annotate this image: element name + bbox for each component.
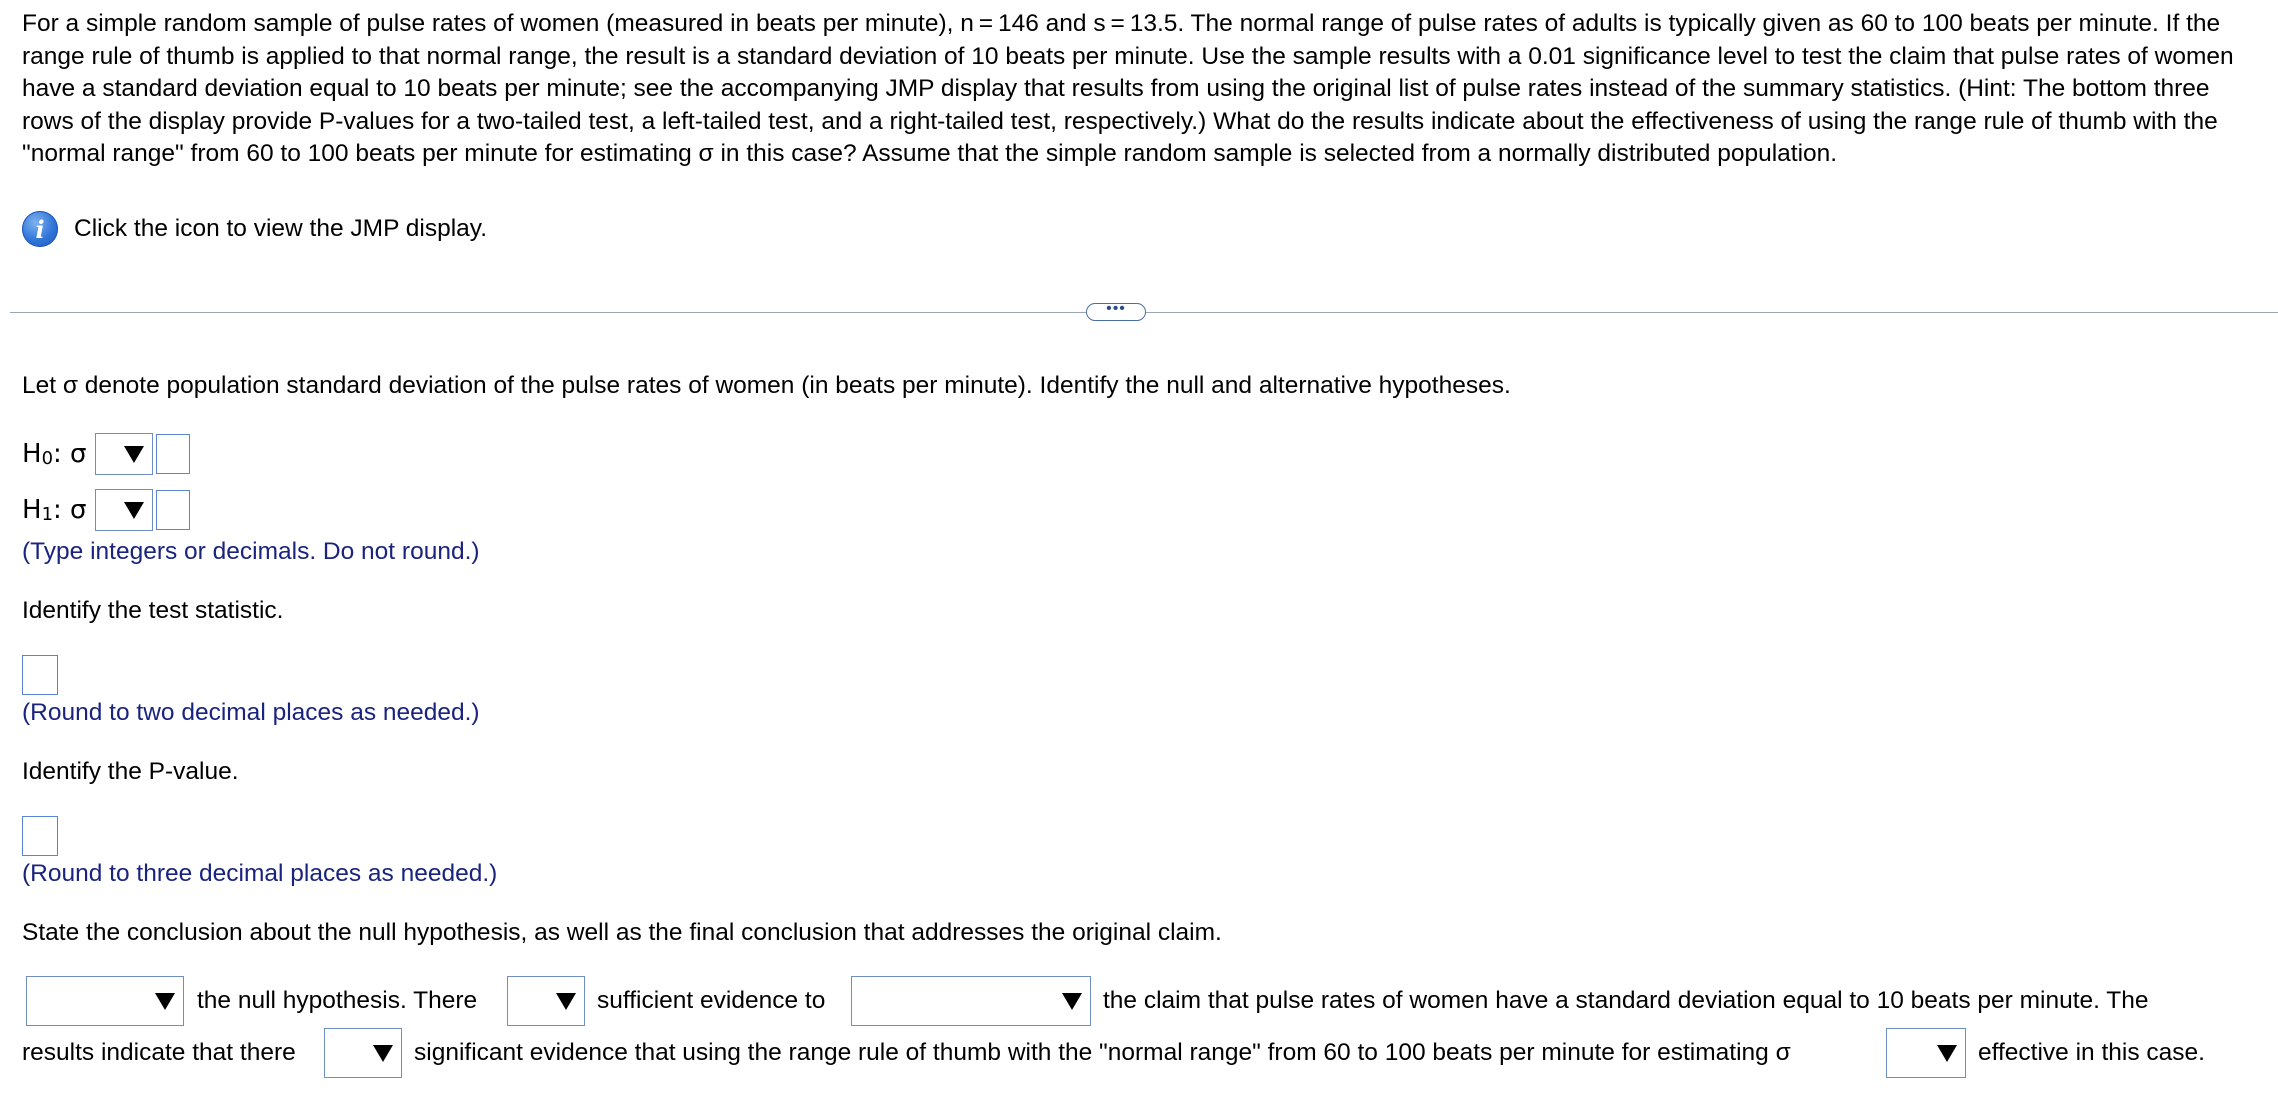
conclusion-text-2: sufficient evidence to — [597, 987, 826, 1014]
chevron-down-icon — [155, 993, 175, 1010]
expand-button[interactable]: ••• — [1086, 303, 1146, 321]
claim-action-select[interactable] — [851, 976, 1091, 1026]
hypotheses-hint: (Type integers or decimals. Do not round.) — [22, 538, 480, 565]
conclusion-text-1: the null hypothesis. There — [197, 987, 478, 1014]
significance-select[interactable] — [324, 1028, 402, 1078]
chevron-down-icon — [1062, 993, 1082, 1010]
conclusion-text-6: effective in this case. — [1978, 1039, 2205, 1066]
problem-statement: For a simple random sample of pulse rates of women (measured in beats per minute), n = 146 and s = 13.5. The normal range of pulse rates of adults is typically given as 60 to 100 beats per minute. If the range rule of thumb is applied to that normal range, the result is a standard deviation of 10 beats per minute. Use the sample results with a 0.01 significance level to test the claim that pulse rates of women have a standard deviation equal to 10 beats per minute; see the accompanying JMP display that results from using the original list of pulse rates instead of the summary statistics. (Hint: The bottom three rows of the display provide P-values for a two-tailed test, a left-tailed test, and a right-tailed test, respectively.) What do the results indicate about the effectiveness of using the range rule of thumb with the "normal range" from 60 to 100 beats per minute for estimating σ in this case? Assume that the simple random sample is selected from a normally distributed population. — [22, 10, 2234, 167]
h1-sigma: : σ — [53, 495, 87, 525]
h0-operator-select[interactable] — [95, 433, 153, 475]
test-statistic-prompt: Identify the test statistic. — [22, 597, 284, 624]
h1-value-input[interactable] — [156, 490, 190, 530]
chevron-down-icon — [124, 446, 144, 463]
effectiveness-select[interactable] — [1886, 1028, 1966, 1078]
evidence-select[interactable] — [507, 976, 585, 1026]
chevron-down-icon — [556, 993, 576, 1010]
h0-sigma: : σ — [53, 439, 87, 469]
reject-decision-select[interactable] — [26, 976, 184, 1026]
p-value-hint: (Round to three decimal places as needed.) — [22, 860, 498, 887]
info-link-text: Click the icon to view the JMP display. — [74, 215, 488, 242]
h0-label: H — [22, 439, 42, 469]
h1-subscript: 1 — [41, 503, 54, 525]
hypotheses-prompt: Let σ denote population standard deviation of the pulse rates of women (in beats per minute). Identify the null and alternative hypotheses. — [22, 372, 1511, 399]
conclusion-text-5: significant evidence that using the range rule of thumb with the "normal range" from 60 to 100 beats per minute for estimating σ — [414, 1039, 1791, 1066]
p-value-input[interactable] — [22, 816, 58, 856]
test-statistic-hint: (Round to two decimal places as needed.) — [22, 699, 480, 726]
h1-label: H — [22, 495, 42, 525]
info-icon[interactable]: i — [22, 211, 58, 247]
chevron-down-icon — [124, 502, 144, 519]
test-statistic-input[interactable] — [22, 655, 58, 695]
h0-value-input[interactable] — [156, 434, 190, 474]
jmp-display-link[interactable] — [22, 210, 487, 248]
h1-operator-select[interactable] — [95, 489, 153, 531]
conclusion-prompt: State the conclusion about the null hypothesis, as well as the final conclusion that addresses the original claim. — [22, 919, 1222, 946]
h0-row — [22, 433, 190, 475]
conclusion-text-3: the claim that pulse rates of women have a standard deviation equal to 10 beats per minute. The — [1103, 987, 2149, 1014]
conclusion-text-4: results indicate that there — [22, 1039, 296, 1066]
h0-subscript: 0 — [41, 447, 54, 469]
h1-row — [22, 489, 190, 531]
chevron-down-icon — [373, 1045, 393, 1062]
p-value-prompt: Identify the P-value. — [22, 758, 239, 785]
chevron-down-icon — [1937, 1045, 1957, 1062]
